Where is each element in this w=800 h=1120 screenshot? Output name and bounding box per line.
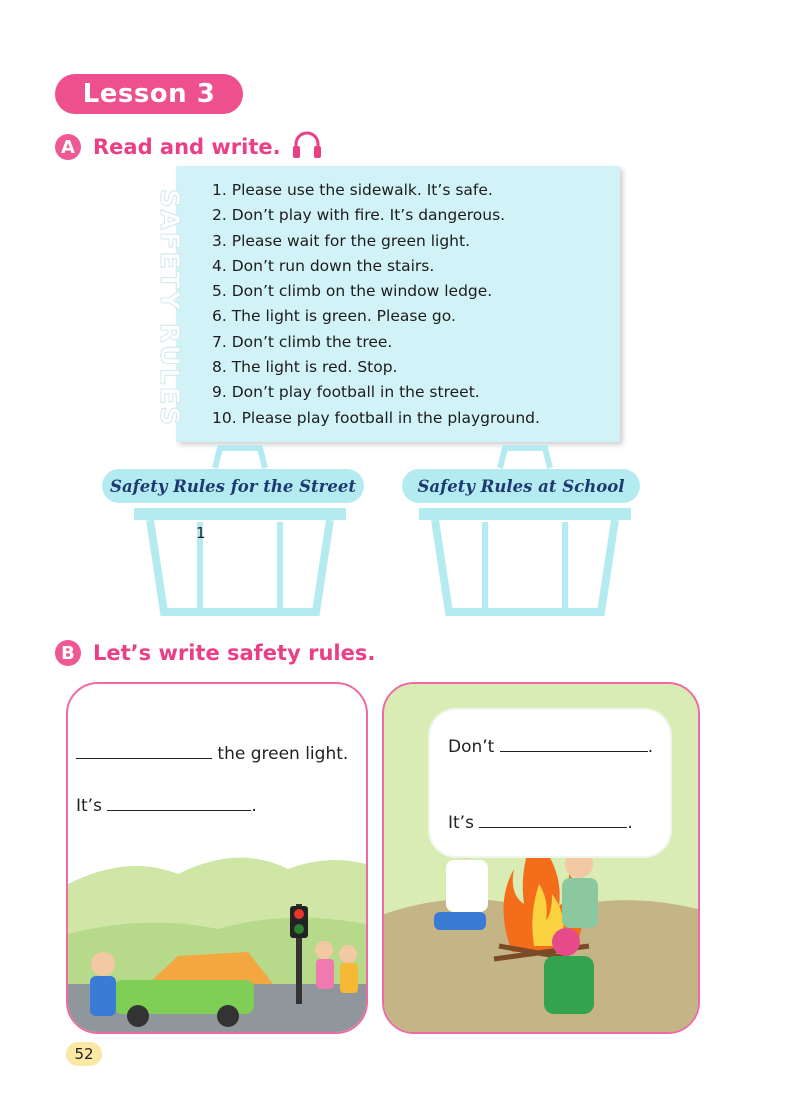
street-scene-illustration — [68, 684, 366, 1032]
section-b-heading — [55, 640, 375, 666]
rule-item: 9. Don’t play football in the street. — [212, 383, 480, 402]
rule-item: 1. Please use the sidewalk. It’s safe. — [212, 181, 493, 199]
section-b-letter: B — [55, 640, 81, 666]
rule-item: 2. Don’t play with fire. It’s dangerous. — [212, 206, 506, 225]
section-a-letter: A — [55, 134, 81, 160]
school-rules-board-drawing — [405, 440, 645, 625]
rule-item: 5. Don’t climb on the window ledge. — [212, 282, 493, 301]
rule-item: 7. Don’t climb the tree. — [212, 332, 393, 351]
answer-blank[interactable] — [479, 813, 627, 828]
section-b-title: Let’s write safety rules. — [93, 641, 376, 665]
safety-rules-vertical-label: SAFETY RULES — [154, 188, 185, 428]
street-rules-entry[interactable]: 1 — [196, 524, 206, 542]
right-panel-line-2: It’s . — [448, 813, 633, 833]
rule-item: 10. Please play football in the playground. — [212, 408, 540, 427]
school-rules-label: Safety Rules at School — [402, 469, 640, 503]
page-number: 52 — [66, 1042, 102, 1066]
street-rules-board-drawing — [120, 440, 360, 625]
speech-cloud — [430, 710, 670, 856]
lesson-title: Lesson 3 — [55, 74, 243, 114]
rule-item: 4. Don’t run down the stairs. — [212, 256, 435, 275]
rule-item: 3. Please wait for the green light. — [212, 231, 471, 250]
left-panel-line-2: It’s . — [76, 796, 257, 816]
left-panel-line-1: the green light. — [76, 744, 348, 764]
traffic-light-panel — [66, 682, 368, 1034]
section-a-title: Read and write. — [93, 135, 281, 159]
headphones-icon[interactable] — [291, 130, 323, 164]
rule-item: 6. The light is green. Please go. — [212, 307, 456, 326]
rule-item: 8. The light is red. Stop. — [212, 358, 398, 377]
answer-blank[interactable] — [76, 744, 212, 759]
right-panel-line-1: Don’t . — [448, 737, 654, 757]
answer-blank[interactable] — [107, 796, 251, 811]
section-a-heading — [55, 130, 323, 164]
safety-rules-list — [212, 178, 540, 431]
street-rules-label: Safety Rules for the Street — [102, 469, 364, 503]
answer-blank[interactable] — [500, 737, 648, 752]
